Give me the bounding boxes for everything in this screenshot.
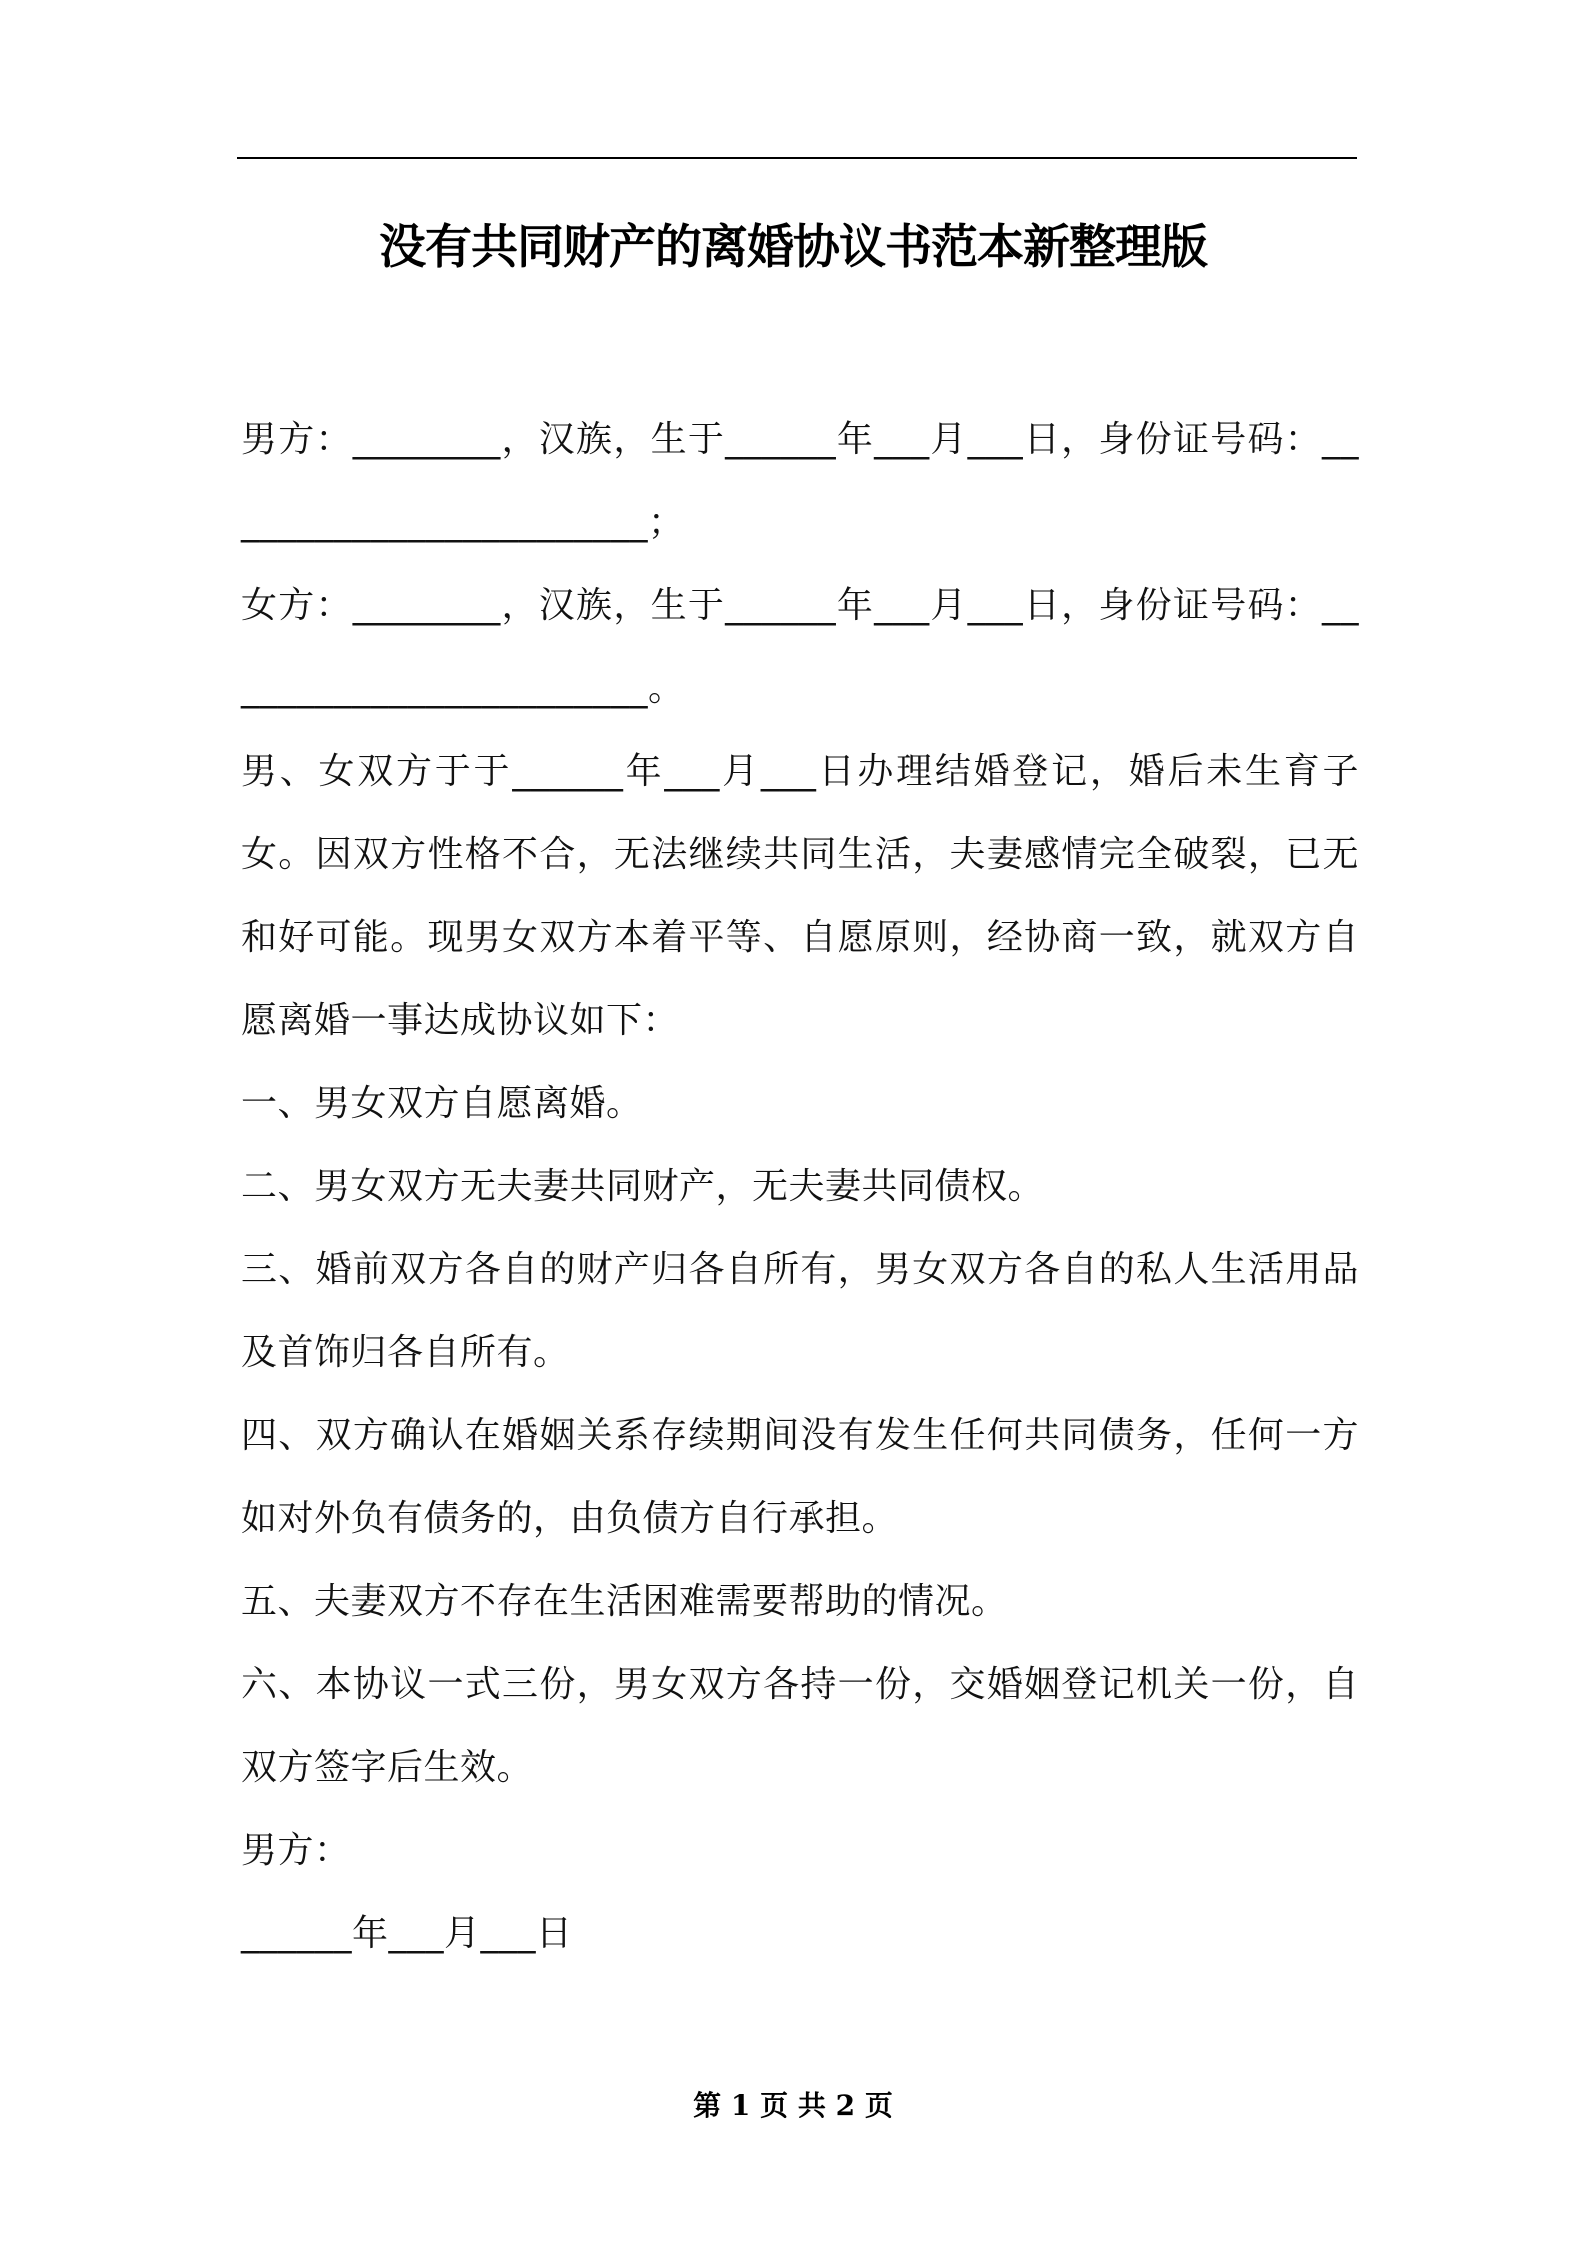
document-body (241, 398, 1359, 1975)
male-signature-label: 男方： (241, 1830, 351, 1871)
page-number-footer: 第 1 页 共 2 页 (693, 2089, 893, 2122)
clause-5: 五、夫妻双方不存在生活困难需要帮助的情况。 (241, 1581, 1008, 1622)
clause-2: 二、男女双方无夫妻共同财产，无夫妻共同债权。 (241, 1166, 1045, 1207)
document-title: 没有共同财产的离婚协议书范本新整理版 (379, 220, 1207, 275)
clause-6: 六、本协议一式三份，男女双方各持一份，交婚姻登记机关一份，自双方签字后生效。 (241, 1664, 1359, 1788)
female-party-info: 女方：________，汉族，生于______年___月___日，身份证号码：________________________。 (241, 585, 1359, 709)
signature-date-line: ______年___月___日 (241, 1913, 573, 1954)
male-party-info: 男方：________，汉族，生于______年___月___日，身份证号码：________________________； (241, 419, 1359, 543)
header-rule (237, 157, 1357, 159)
clause-3: 三、婚前双方各自的财产归各自所有，男女双方各自的私人生活用品及首饰归各自所有。 (241, 1249, 1359, 1373)
preamble-paragraph: 男、女双方于于______年___月___日办理结婚登记，婚后未生育子女。因双方性格不合，无法继续共同生活，夫妻感情完全破裂，已无和好可能。现男女双方本着平等、自愿原则，经协商一致，就双方自愿离婚一事达成协议如下： (241, 751, 1359, 1041)
clause-4: 四、双方确认在婚姻关系存续期间没有发生任何共同债务，任何一方如对外负有债务的，由负债方自行承担。 (241, 1415, 1359, 1539)
clause-1: 一、男女双方自愿离婚。 (241, 1083, 643, 1124)
